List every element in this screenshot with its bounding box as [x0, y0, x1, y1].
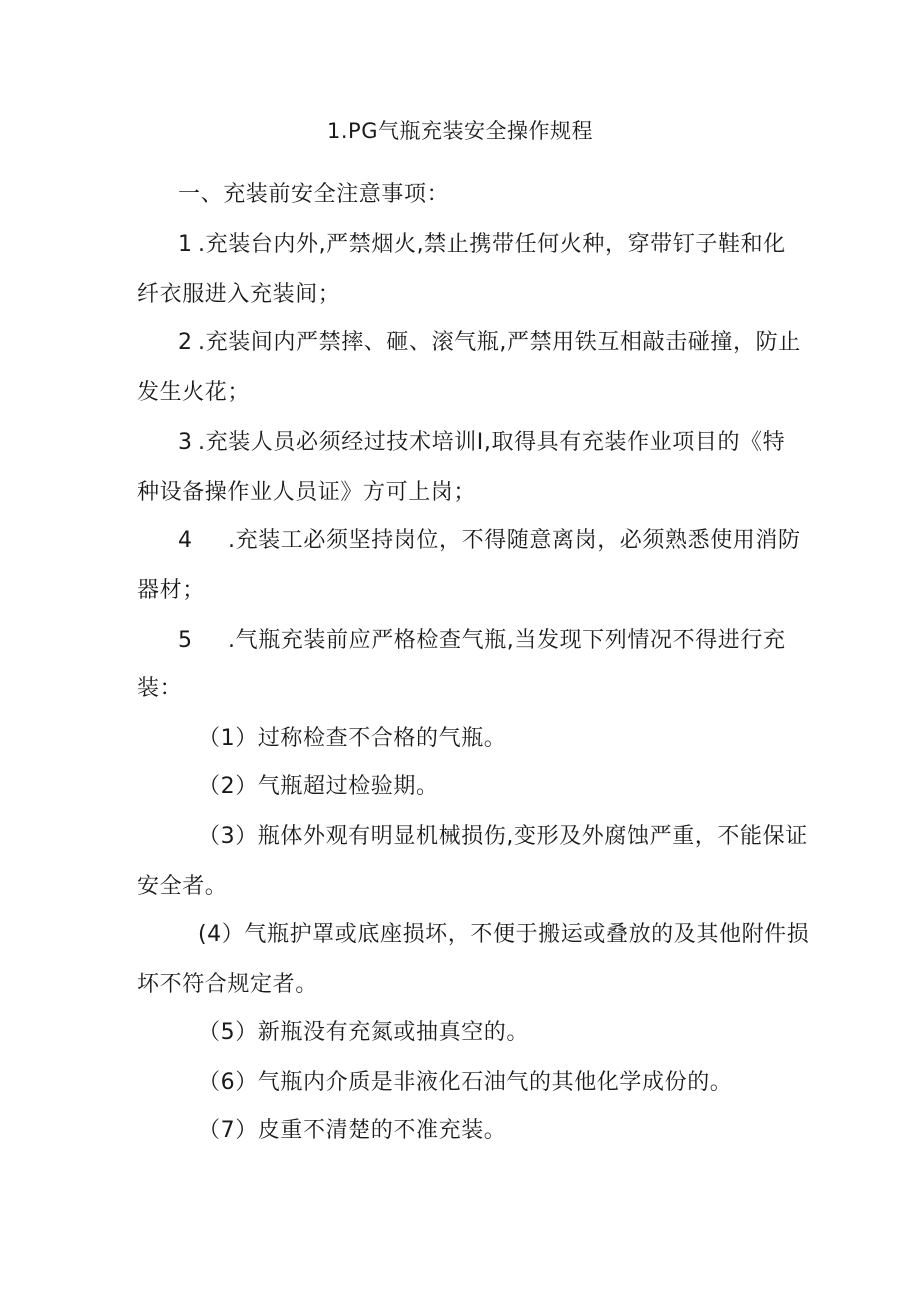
item-number: 2 [178, 330, 193, 355]
list-item-2-line1 [178, 328, 801, 358]
subitem-1: （1）过称检查不合格的气瓶。 [198, 726, 507, 751]
list-item-2-line2: 发生火花； [137, 380, 251, 405]
item-text: .充装人员必须经过技术培训I,取得具有充装作业项目的《特 [198, 430, 786, 455]
list-item-5-line1 [178, 626, 786, 656]
item-text: .充装间内严禁摔、砸、滚气瓶,严禁用铁互相敲击碰撞，防止 [198, 330, 801, 355]
list-item-1-line1 [178, 230, 786, 260]
subitem-2: （2）气瓶超过检验期。 [198, 774, 439, 799]
list-item-3-line2: 种设备操作业人员证》方可上岗； [137, 480, 477, 505]
item-text: .充装台内外,严禁烟火,禁止携带任何火种，穿带钉子鞋和化 [198, 232, 786, 257]
section-heading: 一、充装前安全注意事项： [178, 182, 450, 207]
subitem-4-line2: 坏不符合规定者。 [137, 972, 318, 997]
list-item-5-line2: 装： [137, 676, 183, 701]
list-item-1-line2: 纤衣服进入充装间； [137, 282, 341, 307]
document-title: 1.PG气瓶充装安全操作规程 [327, 119, 593, 143]
item-text: .充装工必须坚持岗位，不得随意离岗，必须熟悉使用消防 [228, 528, 801, 553]
list-item-3-line1 [178, 428, 785, 458]
list-item-4-line1 [178, 526, 801, 556]
subitem-3-line1: （3）瓶体外观有明显机械损伤,变形及外腐蚀严重，不能保证 [198, 824, 808, 849]
item-number: 4 [178, 528, 193, 553]
subitem-7: （7）皮重不清楚的不准充装。 [198, 1118, 507, 1143]
item-number: 5 [178, 628, 193, 653]
item-text: .气瓶充装前应严格检查气瓶,当发现下列情况不得进行充 [228, 628, 786, 653]
subitem-3-line2: 安全者。 [137, 874, 228, 899]
subitem-4-line1: (4）气瓶护罩或底座损坏，不便于搬运或叠放的及其他附件损 [198, 922, 810, 947]
list-item-4-line2: 器材； [137, 578, 205, 603]
item-number: 1 [178, 232, 193, 257]
subitem-5: （5）新瓶没有充氮或抽真空的。 [198, 1020, 529, 1045]
subitem-6: （6）气瓶内介质是非液化石油气的其他化学成份的。 [198, 1070, 733, 1095]
item-number: 3 [178, 430, 193, 455]
